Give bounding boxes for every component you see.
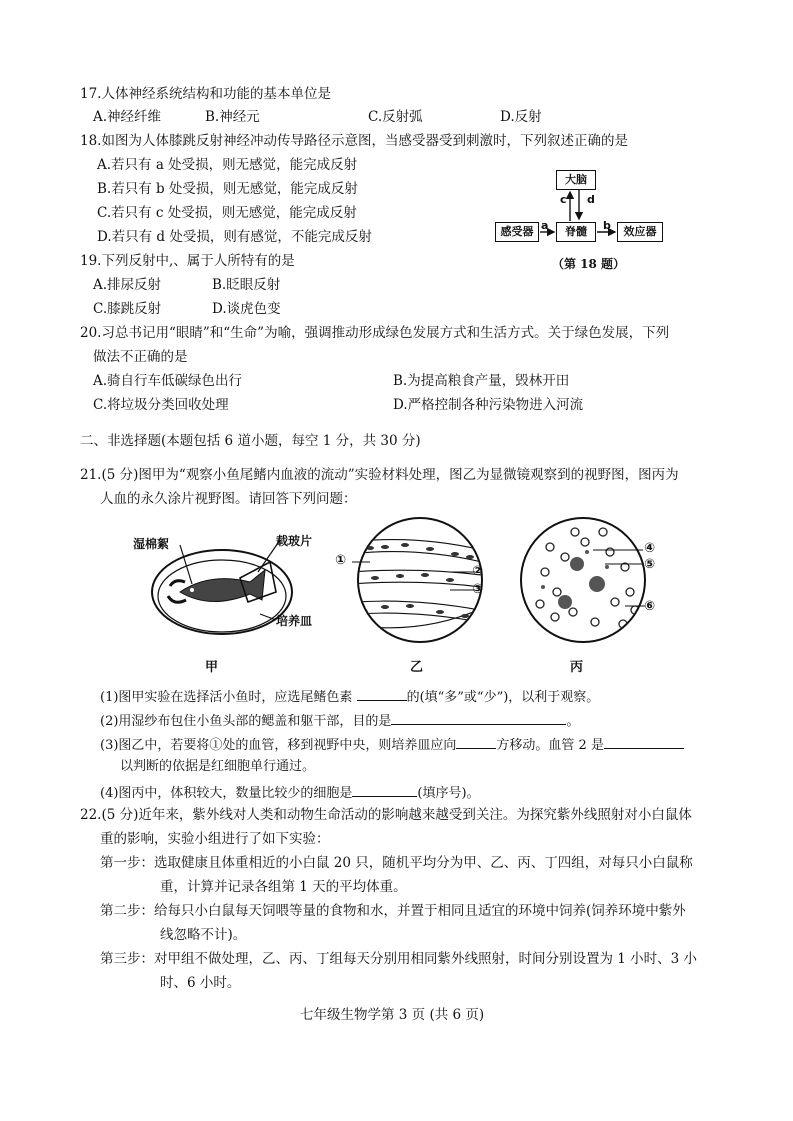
q19-option-c: C.膝跳反射 bbox=[93, 301, 162, 317]
page-footer: 七年级生物学第 3 页 (共 6 页) bbox=[300, 1007, 485, 1023]
q21-part2 bbox=[100, 710, 579, 731]
spinal-box: 脊髓 bbox=[556, 222, 596, 242]
caption-bing: 丙 bbox=[570, 660, 584, 675]
marker-2: ② bbox=[472, 564, 484, 579]
q21-part3-text-b: 方移动。血管 2 是 bbox=[496, 738, 604, 753]
q21-part4-text-a: (4)图丙中，体积较大，数量比较少的细胞是 bbox=[100, 786, 353, 801]
q17-option-d: D.反射 bbox=[500, 109, 542, 125]
section-heading: 二、非选择题(本题包括 6 道小题，每空 1 分，共 30 分) bbox=[80, 433, 421, 449]
q19-option-b: B.眨眼反射 bbox=[212, 277, 281, 293]
q20-option-d: D.严格控制各种污染物进入河流 bbox=[393, 397, 584, 413]
q17-option-a: A.神经纤维 bbox=[93, 109, 162, 125]
q20-option-c: C.将垃圾分类回收处理 bbox=[93, 397, 229, 413]
caption-jia: 甲 bbox=[205, 660, 219, 675]
q18-option-b: B.若只有 b 处受损，则无感觉，能完成反射 bbox=[97, 181, 358, 197]
q21-part2-text-a: (2)用湿纱布包住小鱼头部的鳃盖和躯干部，目的是 bbox=[100, 714, 392, 729]
figure-yi-vessels bbox=[330, 512, 520, 652]
q18-option-c: C.若只有 c 处受损，则无感觉，能完成反射 bbox=[97, 205, 357, 221]
q18-option-d: D.若只有 d 处受损，则有感觉，不能完成反射 bbox=[97, 229, 372, 245]
q20-stem-line1: 20.习总书记用“眼睛”和“生命”为喻，强调推动形成绿色发展方式和生活方式。关于绿色发展，下列 bbox=[80, 325, 670, 341]
q18-stem: 18.如图为人体膝跳反射神经冲动传导路径示意图，当感受器受到刺激时，下列叙述正确的是 bbox=[80, 133, 628, 149]
reflex-arrows bbox=[490, 165, 670, 250]
q18-caption: （第 18 题） bbox=[552, 257, 626, 271]
q21-part3-blank1[interactable] bbox=[456, 734, 496, 749]
label-a: a bbox=[541, 219, 549, 232]
q22-stem-line2: 重的影响，实验小组进行了如下实验： bbox=[100, 831, 330, 847]
caption-yi: 乙 bbox=[410, 660, 424, 675]
q20-option-b: B.为提高粮食产量，毁林开田 bbox=[393, 373, 570, 389]
marker-5: ⑤ bbox=[644, 557, 656, 572]
label-c: c bbox=[560, 193, 567, 206]
q21-part3 bbox=[100, 734, 684, 755]
q22-step1-line2: 重，计算并记录各组第 1 天的平均体重。 bbox=[160, 879, 407, 895]
label-slide: 载玻片 bbox=[276, 534, 313, 548]
marker-6: ⑥ bbox=[644, 599, 656, 614]
q21-part4 bbox=[100, 782, 480, 803]
q21-part3-cont: 以判断的依据是红细胞单行通过。 bbox=[120, 759, 316, 774]
q21-part1 bbox=[100, 686, 599, 707]
q21-part4-text-b: (填序号)。 bbox=[417, 786, 480, 801]
effector-box: 效应器 bbox=[617, 222, 663, 242]
receptor-box: 感受器 bbox=[495, 222, 539, 242]
q22-step3-line1: 第三步：对甲组不做处理，乙、丙、丁组每天分别用相同紫外线照射，时间分别设置为 1 小时、3 小 bbox=[100, 951, 698, 967]
q22-stem-line1: 22.(5 分)近年来，紫外线对人类和动物生命活动的影响越来越受到关注。为探究紫外线照射对小白鼠体 bbox=[80, 807, 692, 823]
q22-step2-line2: 线忽略不计)。 bbox=[160, 927, 247, 943]
q20-stem-line2: 做法不正确的是 bbox=[93, 349, 188, 365]
q20-option-a: A.骑自行车低碳绿色出行 bbox=[93, 373, 243, 389]
q21-part4-blank[interactable] bbox=[352, 782, 417, 797]
marker-3: ③ bbox=[472, 582, 484, 597]
q21-part1-blank[interactable] bbox=[357, 686, 407, 701]
q21-stem-line2: 人血的永久涂片视野图。请回答下列问题： bbox=[100, 491, 357, 507]
label-dish: 培养皿 bbox=[276, 614, 313, 628]
q18-option-a: A.若只有 a 处受损，则无感觉，能完成反射 bbox=[97, 157, 358, 173]
marker-4: ④ bbox=[644, 541, 656, 556]
q21-part2-text-b: 。 bbox=[566, 714, 580, 729]
label-d: d bbox=[587, 193, 595, 206]
q21-stem-line1: 21.(5 分)图甲为“观察小鱼尾鳍内血液的流动”实验材料处理，图乙为显微镜观察到的视野图，图丙为 bbox=[80, 467, 679, 483]
q21-part3-text-a: (3)图乙中，若要将①处的血管，移到视野中央，则培养皿应向 bbox=[100, 738, 457, 753]
q19-option-d: D.谈虎色变 bbox=[212, 301, 281, 317]
q22-step3-line2: 时、6 小时。 bbox=[160, 975, 241, 991]
brain-box: 大脑 bbox=[556, 170, 596, 190]
q17-option-c: C.反射弧 bbox=[368, 109, 423, 125]
q19-option-a: A.排尿反射 bbox=[93, 277, 162, 293]
q17-option-b: B.神经元 bbox=[205, 109, 260, 125]
q22-step2-line1: 第二步：给每只小白鼠每天饲喂等量的食物和水，并置于相同且适宜的环境中饲养(饲养环境中紫外 bbox=[100, 903, 686, 919]
q21-part3-blank2[interactable] bbox=[604, 734, 684, 749]
q22-step1-line1: 第一步：选取健康且体重相近的小白鼠 20 只，随机平均分为甲、乙、丙、丁四组，对每只小白鼠称 bbox=[100, 855, 693, 871]
q21-part1-text-a: (1)图甲实验在选择活小鱼时，应选尾鳍色素 bbox=[100, 690, 353, 705]
q17-stem: 17.人体神经系统结构和功能的基本单位是 bbox=[80, 86, 331, 102]
q21-part2-blank[interactable] bbox=[391, 710, 566, 725]
label-wet-cotton: 湿棉絮 bbox=[133, 537, 170, 551]
marker-1: ① bbox=[335, 553, 347, 568]
label-b: b bbox=[603, 219, 611, 232]
q21-part1-text-b: 的(填“多”或“少”)，以利于观察。 bbox=[406, 690, 600, 705]
figure-bing-smear bbox=[515, 512, 690, 652]
q19-stem: 19.下列反射中,、属于人所特有的是 bbox=[80, 253, 295, 269]
